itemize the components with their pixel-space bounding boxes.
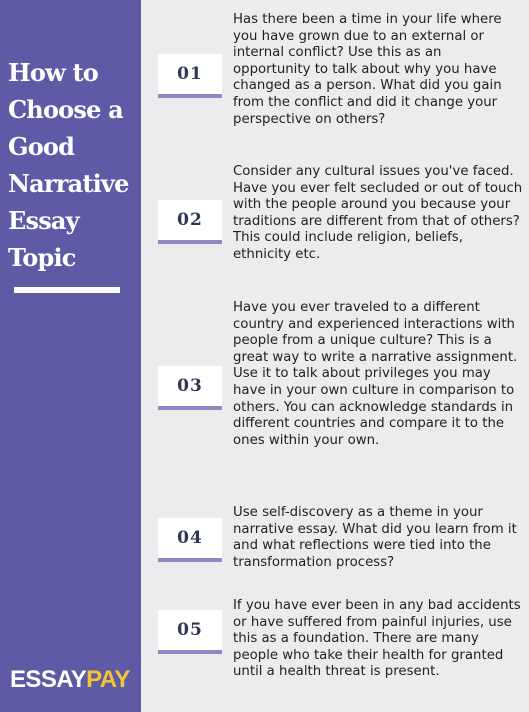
title-line: Good	[8, 132, 75, 161]
title-line: Choose a	[8, 95, 123, 124]
title-line: Narrative	[8, 169, 129, 198]
item-number-badge: 03	[158, 366, 222, 410]
item-number-badge: 02	[158, 200, 222, 244]
sidebar-title	[8, 54, 138, 276]
item-number-badge: 05	[158, 610, 222, 654]
item-number-badge: 04	[158, 518, 222, 562]
title-line: Essay	[8, 206, 79, 235]
title-divider	[14, 287, 120, 293]
item-number-badge: 01	[158, 54, 222, 98]
title-line: Topic	[8, 243, 76, 272]
sidebar	[0, 0, 141, 712]
item-text: Has there been a time in your life where you have grown due to an external or internal conflict? Use this as an opportunity to talk about why you have changed as a person. What did you gain from the conflict and did it change your perspective on others?	[233, 12, 502, 127]
title-line: How to	[8, 58, 98, 87]
item-text: Use self-discovery as a theme in your narrative essay. What did you learn from it and what reflections were tied into the transformation process?	[233, 505, 517, 570]
item-text: Have you ever traveled to a different country and experienced interactions with people from a unique culture? This is a great way to write a narrative assignment. Use it to talk about privileges you may have in your own culture in comparison to others. You can acknowledge standards in different countries and compare it to the ones within your own.	[233, 300, 518, 448]
item-text: Consider any cultural issues you've faced. Have you ever felt secluded or out of touch with the people around you because your traditions are different from that of others? This could include religion, beliefs, ethnicity etc.	[233, 164, 523, 262]
item-text: If you have ever been in any bad accidents or have suffered from painful injuries, use this as a foundation. There are many people who take their health for granted until a health threat is present.	[233, 598, 521, 680]
essaypay-logo: ESSAYPAY	[10, 666, 130, 693]
